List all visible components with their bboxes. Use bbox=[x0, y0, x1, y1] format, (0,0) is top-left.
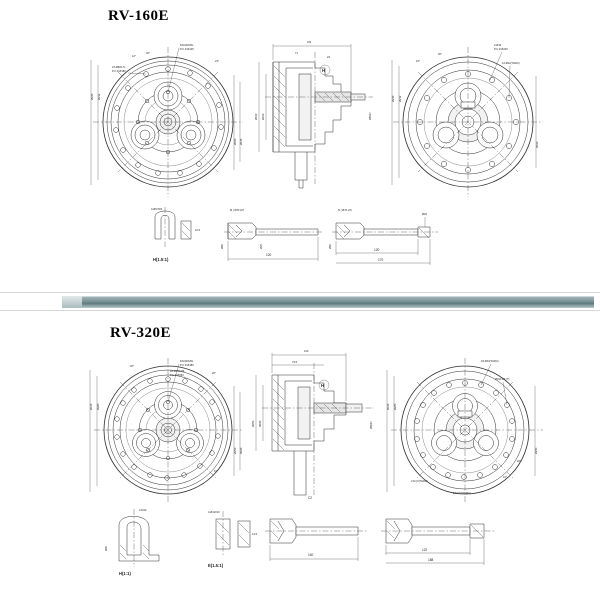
divider-rule-top bbox=[0, 292, 600, 293]
svg-text:P.C.D Ø180: P.C.D Ø180 bbox=[180, 364, 194, 367]
svg-text:8-M10X25L: 8-M10X25L bbox=[180, 360, 194, 363]
svg-text:79.5: 79.5 bbox=[292, 361, 298, 364]
divider-rule-bottom bbox=[0, 310, 600, 311]
svg-text:Ø190: Ø190 bbox=[536, 141, 539, 148]
svg-text:Ø60h7: Ø60h7 bbox=[369, 112, 372, 120]
rv320e-front-view bbox=[88, 358, 248, 508]
rv160e-detail-h-view bbox=[145, 205, 215, 275]
svg-text:P.C.D Ø250: P.C.D Ø250 bbox=[170, 374, 184, 377]
svg-text:Ø80h7: Ø80h7 bbox=[370, 421, 373, 429]
svg-text:2-M (X(THRU): 2-M (X(THRU) bbox=[411, 480, 428, 483]
svg-text:71: 71 bbox=[295, 52, 298, 55]
svg-text:12.5: 12.5 bbox=[252, 533, 258, 536]
rv320e-input-shaft-detail-right bbox=[378, 505, 498, 580]
svg-text:4-M10: 4-M10 bbox=[139, 509, 147, 512]
rv160e-section-view bbox=[255, 34, 375, 209]
svg-text:Ø250: Ø250 bbox=[252, 420, 255, 427]
svg-text:2-Ø10: 2-Ø10 bbox=[494, 44, 502, 47]
svg-text:120: 120 bbox=[304, 350, 309, 353]
svg-text:122: 122 bbox=[422, 548, 428, 552]
svg-text:104: 104 bbox=[307, 41, 312, 44]
rv320e-rear-view bbox=[385, 358, 550, 508]
svg-text:H: H bbox=[321, 383, 325, 388]
rv320e-section-view bbox=[252, 345, 377, 520]
svg-text:M ( Ø70 H7): M ( Ø70 H7) bbox=[230, 209, 245, 212]
svg-text:Ø280: Ø280 bbox=[394, 403, 397, 410]
svg-text:Ø250: Ø250 bbox=[234, 447, 237, 454]
svg-text:8-M10X25L: 8-M10X25L bbox=[180, 44, 194, 47]
svg-text:Ø240: Ø240 bbox=[392, 95, 395, 102]
svg-text:4-Ø11X10: 4-Ø11X10 bbox=[208, 511, 220, 514]
svg-text:Ø25: Ø25 bbox=[422, 213, 427, 216]
page-title-rv320e: RV-320E bbox=[110, 325, 172, 341]
svg-text:Ø212: Ø212 bbox=[399, 95, 402, 102]
svg-text:Ø280: Ø280 bbox=[97, 403, 100, 410]
svg-text:Ø240: Ø240 bbox=[91, 93, 94, 100]
svg-text:Ø212: Ø212 bbox=[98, 93, 101, 100]
svg-text:P.C.D Ø240: P.C.D Ø240 bbox=[494, 48, 508, 51]
svg-text:30°: 30° bbox=[438, 53, 442, 56]
svg-text:Ø60: Ø60 bbox=[329, 244, 332, 249]
svg-text:188: 188 bbox=[428, 558, 434, 562]
svg-text:120: 120 bbox=[266, 253, 272, 257]
svg-text:24°: 24° bbox=[215, 60, 219, 63]
svg-text:H(1:1): H(1:1) bbox=[119, 571, 131, 576]
svg-text:30°: 30° bbox=[146, 52, 150, 55]
svg-text:10°: 10° bbox=[214, 470, 218, 473]
svg-text:Ø60: Ø60 bbox=[221, 244, 224, 249]
rv160e-input-shaft-detail-left bbox=[222, 205, 327, 275]
svg-text:170: 170 bbox=[378, 258, 384, 262]
svg-text:Ø310 H6 (T): Ø310 H6 (T) bbox=[495, 378, 510, 381]
svg-text:H(1.5:1): H(1.5:1) bbox=[153, 257, 169, 262]
svg-text:12°: 12° bbox=[132, 55, 136, 58]
svg-text:Ø180: Ø180 bbox=[259, 420, 262, 427]
svg-text:20°: 20° bbox=[517, 460, 521, 463]
rv320e-input-shaft-detail-left bbox=[262, 505, 372, 580]
page-title-rv160e: RV-160E bbox=[108, 8, 170, 24]
svg-text:C2: C2 bbox=[308, 496, 313, 500]
svg-text:Ø25: Ø25 bbox=[260, 244, 263, 249]
svg-text:Ø180: Ø180 bbox=[234, 138, 237, 145]
divider-bar-cap bbox=[62, 296, 82, 307]
svg-text:Ø160: Ø160 bbox=[262, 113, 265, 120]
svg-text:20°: 20° bbox=[212, 372, 216, 375]
svg-text:10°: 10° bbox=[503, 476, 507, 479]
svg-text:N ( Ø70 H7): N ( Ø70 H7) bbox=[338, 209, 352, 212]
svg-text:30°: 30° bbox=[130, 365, 134, 368]
svg-text:4-Ø9.5X9: 4-Ø9.5X9 bbox=[151, 208, 163, 211]
svg-text:E(1.5:1): E(1.5:1) bbox=[208, 563, 224, 568]
svg-text:Ø180: Ø180 bbox=[240, 447, 243, 454]
rv160e-front-view bbox=[88, 40, 248, 200]
svg-text:P.C.D Ø180: P.C.D Ø180 bbox=[112, 70, 126, 73]
svg-text:15°: 15° bbox=[416, 60, 420, 63]
svg-text:Ø145: Ø145 bbox=[240, 138, 243, 145]
svg-text:15-M8X17L: 15-M8X17L bbox=[112, 66, 126, 69]
svg-text:2-M12X(THRU): 2-M12X(THRU) bbox=[453, 492, 472, 495]
rv320e-detail-h-view bbox=[105, 505, 195, 580]
svg-text:Ø310: Ø310 bbox=[387, 403, 390, 410]
svg-text:H: H bbox=[322, 68, 326, 73]
svg-text:Ø190: Ø190 bbox=[255, 113, 258, 120]
svg-text:120: 120 bbox=[374, 248, 380, 252]
rv160e-input-shaft-detail-right bbox=[330, 205, 440, 275]
svg-text:18-M10X19L: 18-M10X19L bbox=[170, 370, 185, 373]
svg-text:Ø310: Ø310 bbox=[90, 403, 93, 410]
rv160e-rear-view bbox=[390, 40, 550, 200]
horizontal-divider-bar bbox=[62, 296, 594, 308]
svg-text:23: 23 bbox=[327, 56, 330, 59]
svg-text:Ø90: Ø90 bbox=[105, 546, 108, 551]
svg-text:P.C.D Ø145: P.C.D Ø145 bbox=[180, 48, 194, 51]
svg-text:140: 140 bbox=[308, 553, 314, 557]
svg-text:Ø250: Ø250 bbox=[535, 447, 538, 454]
svg-text:10.5: 10.5 bbox=[195, 229, 201, 232]
svg-text:12-Ø12(THRU): 12-Ø12(THRU) bbox=[502, 62, 520, 65]
svg-text:18-Ø13(THRU): 18-Ø13(THRU) bbox=[481, 360, 499, 363]
